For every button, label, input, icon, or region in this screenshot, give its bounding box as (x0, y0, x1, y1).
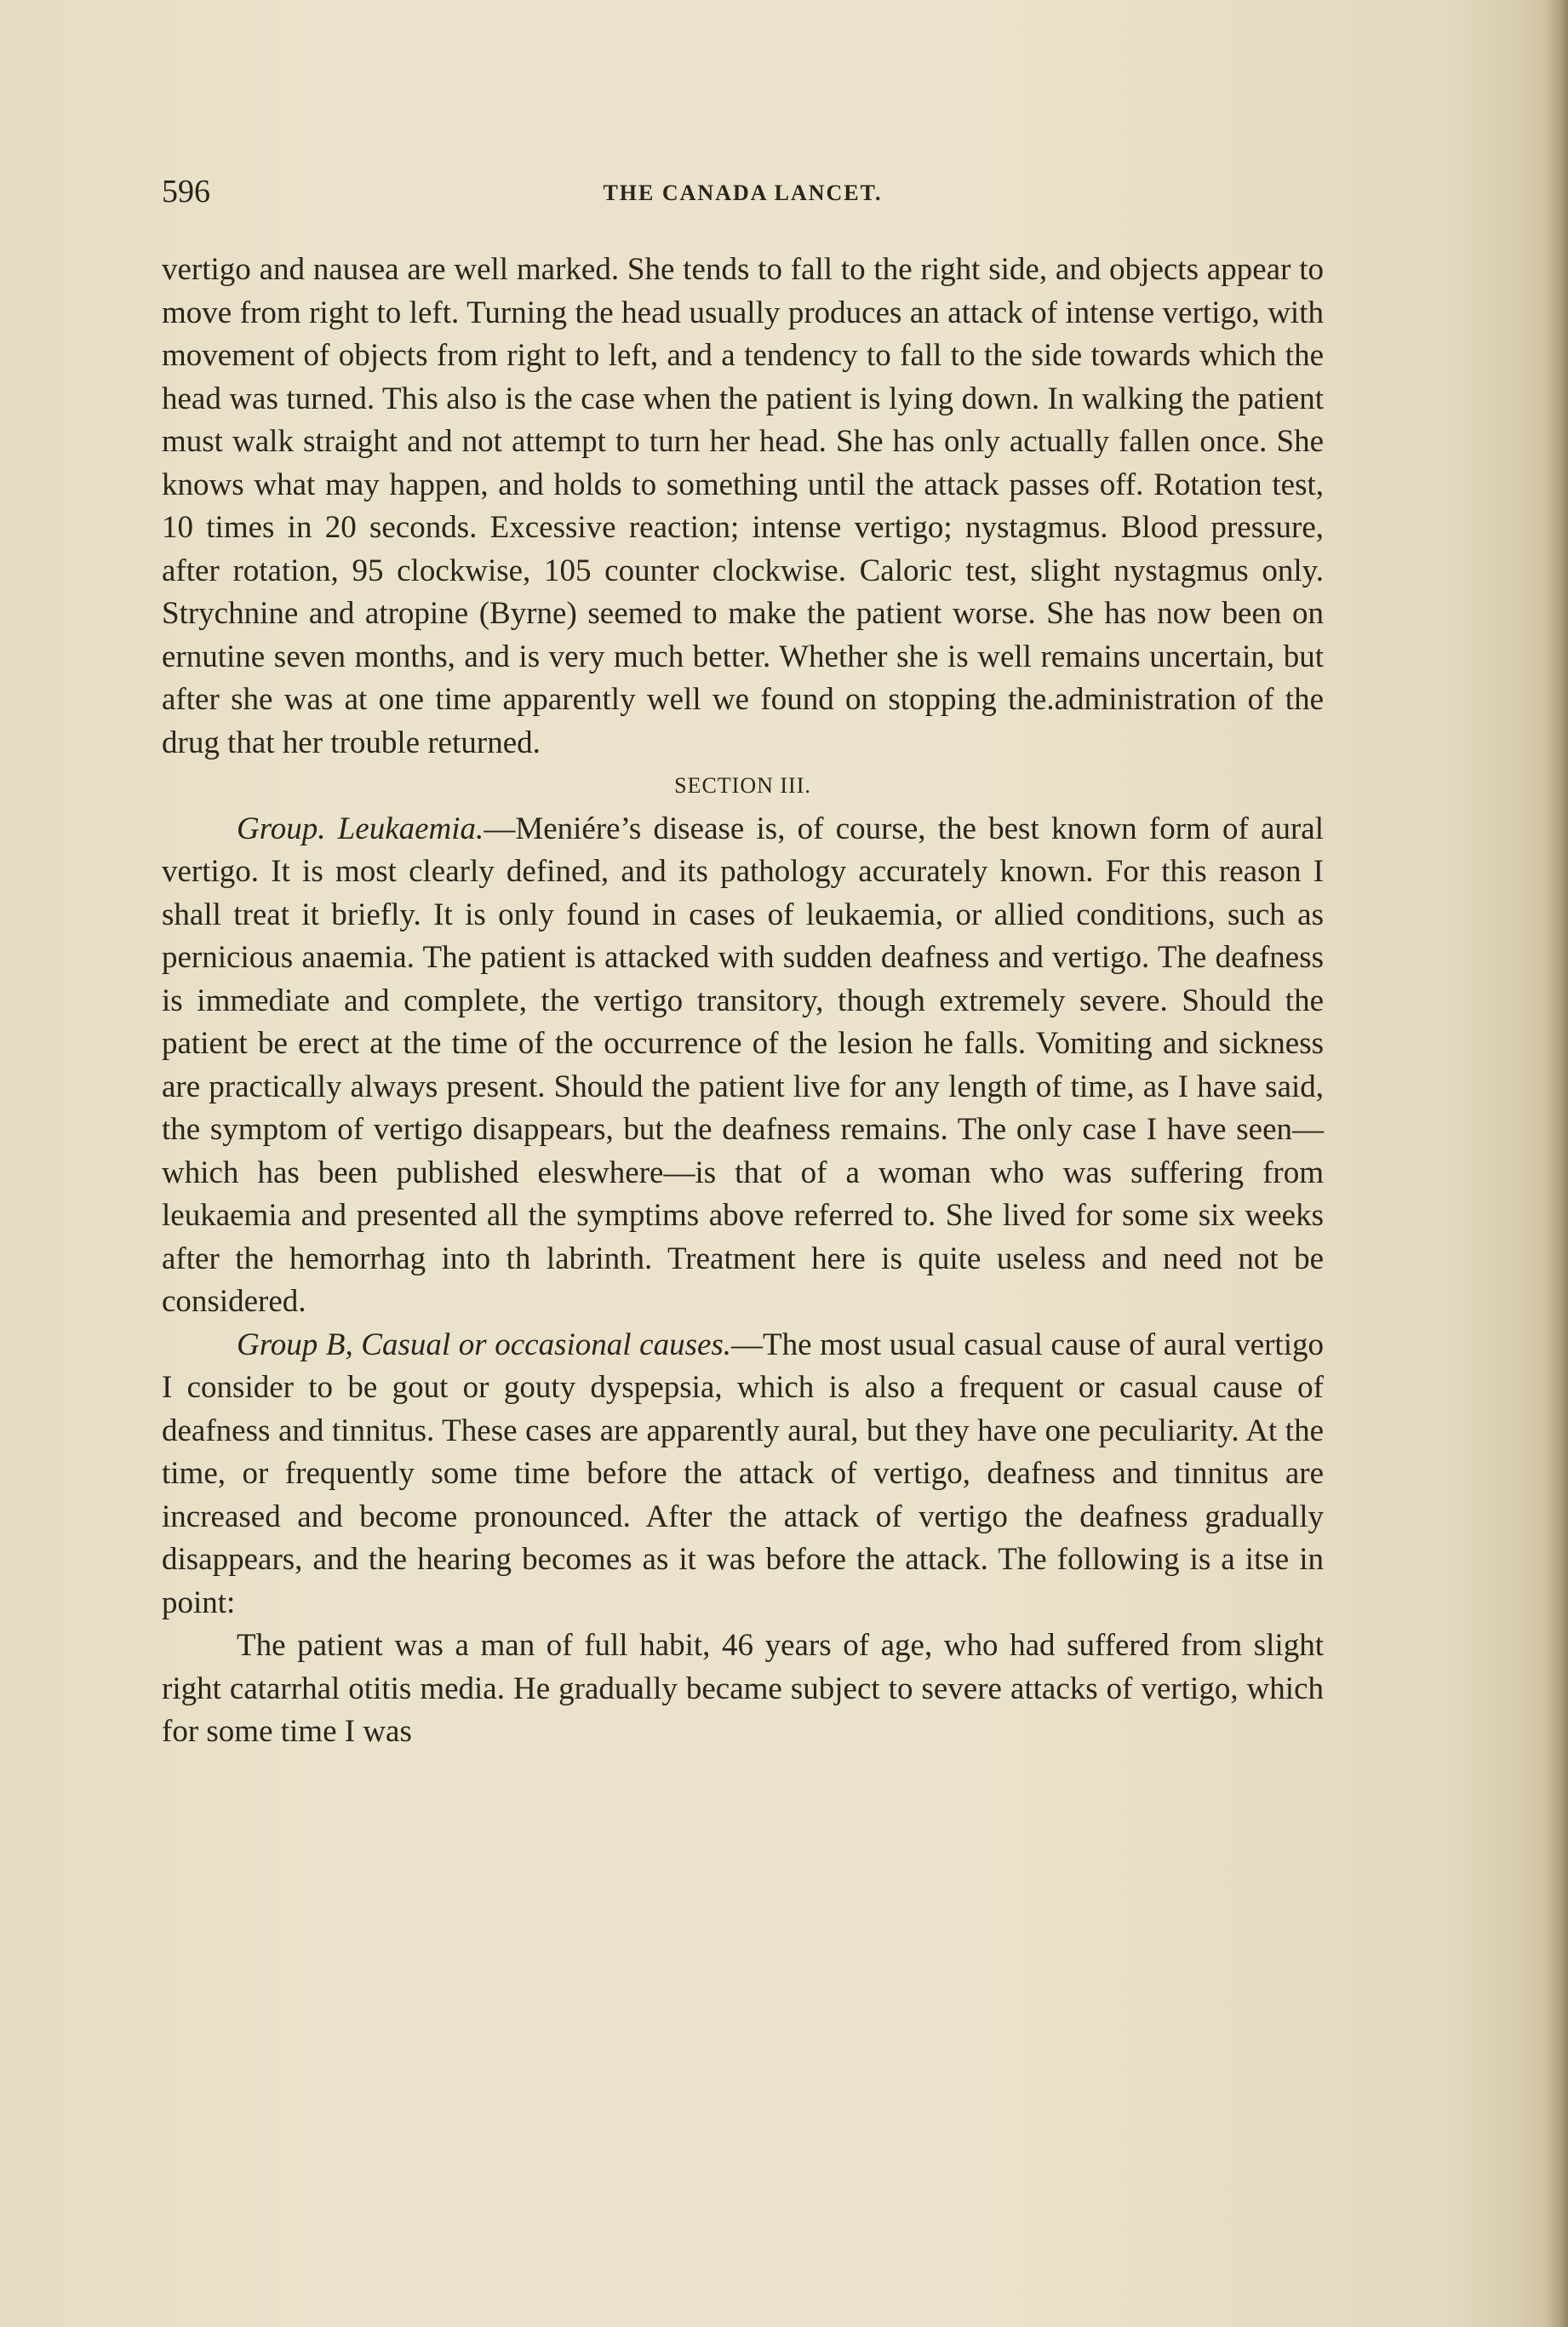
paragraph-lead-italic: Group B, Casual or occasional causes. (237, 1327, 732, 1362)
body-text (162, 249, 1324, 1754)
paragraph-body: —Meniére’s disease is, of course, the best known form of aural vertigo. It is most clearly defined, and its pathology accurately known. For this reason I shall treat it briefly. It is only found in cases of leukaemia, or allied conditions, such as pernicious anaemia. The patient is attacked with sudden deafness and vertigo. The deafness is immediate and complete, the vertigo transitory, though extremely severe. Should the patient be erect at the time of the occurrence of the lesion he falls. Vomiting and sickness are practically always present. Should the patient live for any length of time, as I have said, the symptom of vertigo disappears, but the deafness remains. The only case I have seen—which has been published eleswhere—is that of a woman who was suffering from leukaemia and presented all the symptims above referred to. She lived for some six weeks after the hemorrhag into th labrinth. Treatment here is quite useless and need not be considered. (162, 811, 1324, 1319)
paragraph-casual-causes (162, 1324, 1324, 1625)
paragraph-case-report: The patient was a man of full habit, 46 years of age, who had suffered from slight right catarrhal otitis media. He gradually became subject to severe attacks of vertigo, which for some time I was (162, 1628, 1324, 1749)
paragraph-leukaemia (162, 808, 1324, 1324)
page-number: 596 (162, 174, 210, 209)
paragraph-body: —The most usual casual cause of aural vertigo I consider to be gout or gouty dyspepsia, which is also a frequent or casual cause of deafness and tinnitus. These cases are apparently aural, but they have one peculiarity. At the time, or frequently some time before the attack of vertigo, deafness and tinnitus are increased and become pronounced. After the attack of vertigo the deafness gradually disappears, and the hearing becomes as it was before the attack. The following is a itse in point: (162, 1327, 1324, 1620)
paragraph-continued: vertigo and nausea are well marked. She tends to fall to the right side, and objects appear to move from right to left. Turning the head usually produces an attack of intense vertigo, with movement of objects from right to left, and a tendency to fall to the side towards which the head was turned. This also is the case when the patient is lying down. In walking the patient must walk straight and not attempt to turn her head. She has only actually fallen once. She knows what may happen, and holds to something until the attack passes off. Rotation test, 10 times in 20 seconds. Excessive reaction; intense vertigo; nystagmus. Blood pressure, after rotation, 95 clockwise, 105 counter clockwise. Caloric test, slight nystagmus only. Strychnine and atropine (Byrne) seemed to make the patient worse. She has now been on ernutine seven months, and is very much better. Whether she is well remains uncertain, but after she was at one time apparently well we found on stopping the.administration of the drug that her trouble returned. (162, 252, 1324, 760)
page-edge-shadow (1546, 0, 1568, 2327)
section-heading: SECTION III. (674, 773, 811, 798)
page-header (162, 175, 1324, 209)
paragraph-lead-italic: Group. Leukaemia. (237, 811, 484, 846)
running-head: THE CANADA LANCET. (603, 181, 883, 205)
